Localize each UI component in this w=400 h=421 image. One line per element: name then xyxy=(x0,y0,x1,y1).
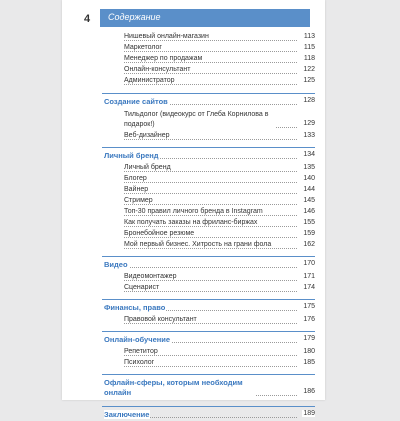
entry-page: 175 xyxy=(303,303,315,310)
dot-leader xyxy=(124,355,297,356)
entry-page: 133 xyxy=(303,132,315,139)
toc-entry xyxy=(102,273,315,284)
entry-title: Психолог xyxy=(124,359,155,366)
dot-leader xyxy=(124,204,297,205)
entry-page: 129 xyxy=(303,120,315,127)
section-divider xyxy=(102,406,315,407)
entry-title: Личный бренд xyxy=(124,164,171,171)
entry-page: 174 xyxy=(303,284,315,291)
dot-leader xyxy=(124,248,297,249)
entry-page: 118 xyxy=(303,55,315,62)
entry-page: 113 xyxy=(303,33,315,40)
section-divider xyxy=(102,374,315,375)
dot-leader xyxy=(124,193,297,194)
section-divider xyxy=(102,331,315,332)
entry-page: 144 xyxy=(303,186,315,193)
entry-page: 179 xyxy=(303,335,315,342)
entry-page: 176 xyxy=(303,316,315,323)
entry-title: Стример xyxy=(124,197,153,204)
toc-section-heading xyxy=(102,151,315,162)
entry-title: Правовой консультант xyxy=(124,316,197,323)
entry-title: Тильдолог (видеокурс от Глеба Корнилова в подарок!) xyxy=(124,110,275,130)
entry-title: Блогер xyxy=(124,175,147,182)
toc-entry xyxy=(102,44,315,55)
toc-entry xyxy=(102,186,315,197)
entry-page: 180 xyxy=(303,348,315,355)
toc-entry xyxy=(102,66,315,77)
toc-entry xyxy=(102,197,315,208)
entry-page: 189 xyxy=(303,410,315,417)
entry-page: 162 xyxy=(303,241,315,248)
dot-leader xyxy=(124,62,297,63)
dot-leader xyxy=(124,171,297,172)
dot-leader xyxy=(124,280,297,281)
toc-section-heading xyxy=(102,335,315,346)
entry-page: 186 xyxy=(303,388,315,395)
entry-title: Онлайн-обучение xyxy=(104,335,171,344)
dot-leader xyxy=(124,51,297,52)
section-divider xyxy=(102,299,315,300)
entry-page: 140 xyxy=(303,175,315,182)
dot-leader xyxy=(124,291,297,292)
entry-title: Веб-дизайнер xyxy=(124,132,170,139)
entry-title: Бронебойное резюме xyxy=(124,230,195,237)
toc-section-heading xyxy=(102,303,315,314)
entry-page: 146 xyxy=(303,208,315,215)
dot-leader xyxy=(124,237,297,238)
section-divider xyxy=(102,147,315,148)
toc-list xyxy=(102,0,315,419)
toc-entry xyxy=(102,241,315,252)
dot-leader xyxy=(124,73,297,74)
entry-title: Маркетолог xyxy=(124,44,162,51)
table-of-contents xyxy=(62,0,325,419)
toc-section-heading xyxy=(102,97,315,108)
entry-page: 171 xyxy=(303,273,315,280)
entry-page: 128 xyxy=(303,97,315,104)
entry-title: Администратор xyxy=(124,77,175,84)
toc-section-heading xyxy=(102,378,315,400)
entry-page: 125 xyxy=(303,77,315,84)
dot-leader xyxy=(124,366,297,367)
toc-entry xyxy=(102,348,315,359)
entry-page: 145 xyxy=(303,197,315,204)
entry-title: Вайнер xyxy=(124,186,149,193)
entry-page: 134 xyxy=(303,151,315,158)
dot-leader xyxy=(104,267,297,268)
page-title: Содержание xyxy=(108,12,161,22)
toc-entry xyxy=(102,316,315,327)
toc-entry xyxy=(102,208,315,219)
entry-title: Финансы, право xyxy=(104,303,166,312)
dot-leader xyxy=(124,215,297,216)
toc-entry xyxy=(102,175,315,186)
entry-title: Мой первый бизнес. Хитрость на грани фола xyxy=(124,241,272,248)
toc-entry xyxy=(102,55,315,66)
dot-leader xyxy=(124,323,297,324)
dot-leader xyxy=(124,226,297,227)
entry-title: Как получать заказы на фриланс-биржах xyxy=(124,219,258,226)
dot-leader xyxy=(124,139,297,140)
toc-entry xyxy=(102,219,315,230)
entry-page: 185 xyxy=(303,359,315,366)
entry-title: Видеомонтажер xyxy=(124,273,177,280)
page-number: 4 xyxy=(84,13,91,25)
toc-entry xyxy=(102,284,315,295)
toc-entry xyxy=(102,359,315,370)
section-divider xyxy=(102,256,315,257)
toc-section-heading xyxy=(102,410,315,421)
entry-page: 170 xyxy=(303,260,315,267)
entry-page: 115 xyxy=(303,44,315,51)
entry-title: Репетитор xyxy=(124,348,158,355)
toc-entry xyxy=(102,33,315,44)
entry-title: Менеджер по продажам xyxy=(124,55,203,62)
toc-entry xyxy=(102,110,315,132)
entry-title: Онлайн-консультант xyxy=(124,66,191,73)
dot-leader xyxy=(124,182,297,183)
entry-title: Офлайн-сферы, которым необходим онлайн xyxy=(104,378,255,398)
toc-entry xyxy=(102,230,315,241)
entry-title: Топ-30 правил личного бренда в Instagram xyxy=(124,208,263,215)
entry-page: 155 xyxy=(303,219,315,226)
entry-title: Видео xyxy=(104,260,128,269)
dot-leader xyxy=(124,84,297,85)
section-divider xyxy=(102,93,315,94)
entry-title: Создание сайтов xyxy=(104,97,168,106)
toc-entry xyxy=(102,132,315,143)
toc-entry xyxy=(102,77,315,88)
entry-title: Заключение xyxy=(104,410,150,419)
book-page xyxy=(62,0,325,419)
entry-page: 135 xyxy=(303,164,315,171)
entry-title: Личный бренд xyxy=(104,151,159,160)
entry-title: Сценарист xyxy=(124,284,160,291)
dot-leader xyxy=(124,40,297,41)
toc-section-heading xyxy=(102,260,315,271)
entry-title: Нишевый онлайн-магазин xyxy=(124,33,209,40)
entry-page: 122 xyxy=(303,66,315,73)
entry-page: 159 xyxy=(303,230,315,237)
toc-entry xyxy=(102,164,315,175)
